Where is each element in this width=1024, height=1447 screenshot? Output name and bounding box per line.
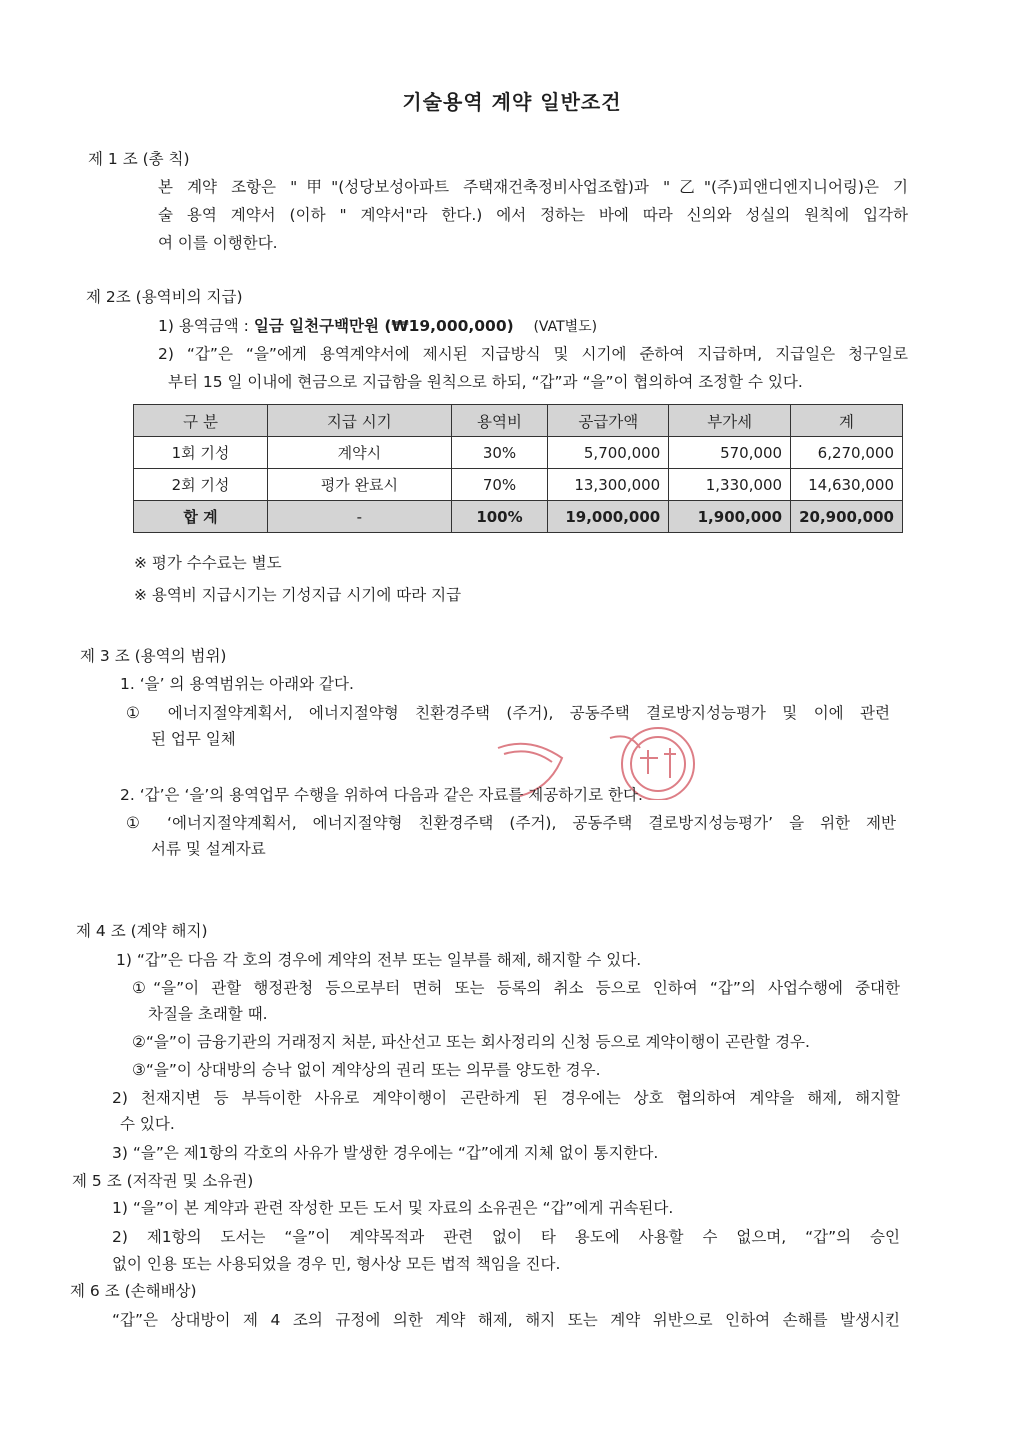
table-cell: 6,270,000 (791, 437, 903, 469)
article-4-para-2-line-1: 2) 천재지변 등 부득이한 사유로 계약이행이 곤란하게 된 경우에는 상호 협의하여 계약을 해제, 해지할 (112, 1089, 900, 1107)
table-header: 지급 시기 (268, 405, 452, 437)
article-1-heading: 제 1 조 (총 칙) (88, 150, 190, 168)
article-2-item-2-line-1: 2) “갑”은 “을”에게 용역계약서에 제시된 지급방식 및 시기에 준하여 지급하며, 지급일은 청구일로 (158, 345, 908, 363)
article-4-clause-3: ③“을”이 상대방의 승낙 없이 계약상의 권리 또는 의무를 양도한 경우. (132, 1061, 601, 1079)
table-cell: 5,700,000 (548, 437, 669, 469)
article-1-line-1: 본 계약 조항은 "甲"(성당보성아파트 주택재건축정비사업조합)과 "乙"(주)피앤디엔지니어링)은 기 (158, 178, 908, 196)
table-cell: 2회 기성 (134, 469, 268, 501)
article-5-para-2-line-1: 2) 제1항의 도서는 “을”이 계약목적과 관련 없이 타 용도에 사용할 수 없으며, “갑”의 승인 (112, 1228, 900, 1246)
article-3-para-1-item-line-1: ① 에너지절약계획서, 에너지절약형 친환경주택 (주거), 공동주택 결로방지성능평가 및 이에 관련 (126, 704, 890, 722)
table-row (134, 469, 903, 501)
table-header: 용역비 (451, 405, 548, 437)
article-2-item-1 (158, 315, 597, 338)
table-cell: - (268, 501, 452, 533)
article-6-heading: 제 6 조 (손해배상) (70, 1282, 197, 1300)
article-4-clause-2: ②“을”이 금융기관의 거래정지 처분, 파산선고 또는 회사정리의 신청 등으로 계약이행이 곤란할 경우. (132, 1033, 810, 1051)
article-3-para-2-item-line-1: ① ‘에너지절약계획서, 에너지절약형 친환경주택 (주거), 공동주택 결로방지성능평가’ 을 위한 제반 (126, 814, 896, 832)
table-cell: 70% (451, 469, 548, 501)
article-3-para-1-item-line-2: 된 업무 일체 (151, 730, 236, 748)
table-cell: 평가 완료시 (268, 469, 452, 501)
article-2-note-2: ※ 용역비 지급시기는 기성지급 시기에 따라 지급 (134, 586, 462, 604)
table-total-row (134, 501, 903, 533)
table-cell: 570,000 (669, 437, 791, 469)
article-2-item-2-line-2: 부터 15 일 이내에 현금으로 지급함을 원칙으로 하되, “갑”과 “을”이 협의하여 조정할 수 있다. (168, 373, 803, 391)
article-5-para-2-line-2: 없이 인용 또는 사용되었을 경우 민, 형사상 모든 법적 책임을 진다. (112, 1255, 561, 1273)
table-header: 구 분 (134, 405, 268, 437)
article-3-para-1: 1. ‘을’ 의 용역범위는 아래와 같다. (120, 675, 354, 693)
article-1-line-3: 여 이를 이행한다. (158, 234, 278, 252)
table-header: 계 (791, 405, 903, 437)
vat-note: (VAT별도) (533, 319, 598, 335)
article-4-para-2-line-2: 수 있다. (120, 1115, 175, 1133)
article-3-heading: 제 3 조 (용역의 범위) (80, 647, 227, 665)
table-cell: 계약시 (268, 437, 452, 469)
table-cell: 1,330,000 (669, 469, 791, 501)
payment-schedule-table (133, 404, 903, 533)
table-cell: 30% (451, 437, 548, 469)
table-cell: 1회 기성 (134, 437, 268, 469)
table-row (134, 437, 903, 469)
article-3-para-2: 2. ‘갑’은 ‘을’의 용역업무 수행을 위하여 다음과 같은 자료를 제공하기로 한다. (120, 786, 643, 804)
table-cell: 14,630,000 (791, 469, 903, 501)
article-5-para-1: 1) “을”이 본 계약과 관련 작성한 모든 도서 및 자료의 소유권은 “갑”에게 귀속된다. (112, 1199, 674, 1217)
article-2-note-1: ※ 평가 수수료는 별도 (134, 554, 282, 572)
article-4-clause-1-line-2: 차질을 초래할 때. (148, 1005, 268, 1023)
table-header: 공급가액 (548, 405, 669, 437)
contract-amount: 일금 일천구백만원 (₩19,000,000) (253, 317, 514, 335)
table-cell: 19,000,000 (548, 501, 669, 533)
article-3-para-2-item-line-2: 서류 및 설계자료 (151, 840, 266, 858)
article-4-para-3: 3) “을”은 제1항의 각호의 사유가 발생한 경우에는 “갑”에게 지체 없이 통지한다. (112, 1144, 659, 1162)
table-cell: 합 계 (134, 501, 268, 533)
table-header: 부가세 (669, 405, 791, 437)
article-4-heading: 제 4 조 (계약 해지) (76, 922, 208, 940)
table-cell: 13,300,000 (548, 469, 669, 501)
table-header-row (134, 405, 903, 437)
document-title: 기술용역 계약 일반조건 (402, 90, 622, 114)
article-1-line-2: 술 용역 계약서 (이하 " 계약서"라 한다.) 에서 정하는 바에 따라 신의와 성실의 원칙에 입각하 (158, 206, 908, 224)
article-4-para-1: 1) “갑”은 다음 각 호의 경우에 계약의 전부 또는 일부를 해제, 해지할 수 있다. (116, 951, 642, 969)
table-cell: 20,900,000 (791, 501, 903, 533)
item-1-prefix: 1) 용역금액 : (158, 317, 254, 335)
article-5-heading: 제 5 조 (저작권 및 소유권) (72, 1172, 254, 1190)
table-cell: 1,900,000 (669, 501, 791, 533)
article-4-clause-1-line-1: ①“을”이 관할 행정관청 등으로부터 면허 또는 등록의 취소 등으로 인하여 “갑”의 사업수행에 중대한 (132, 979, 900, 997)
table-cell: 100% (451, 501, 548, 533)
article-2-heading: 제 2조 (용역비의 지급) (86, 288, 243, 306)
article-6-para-1: “갑”은 상대방이 제 4 조의 규정에 의한 계약 해제, 해지 또는 계약 위반으로 인하여 손해를 발생시킨 (112, 1311, 900, 1329)
